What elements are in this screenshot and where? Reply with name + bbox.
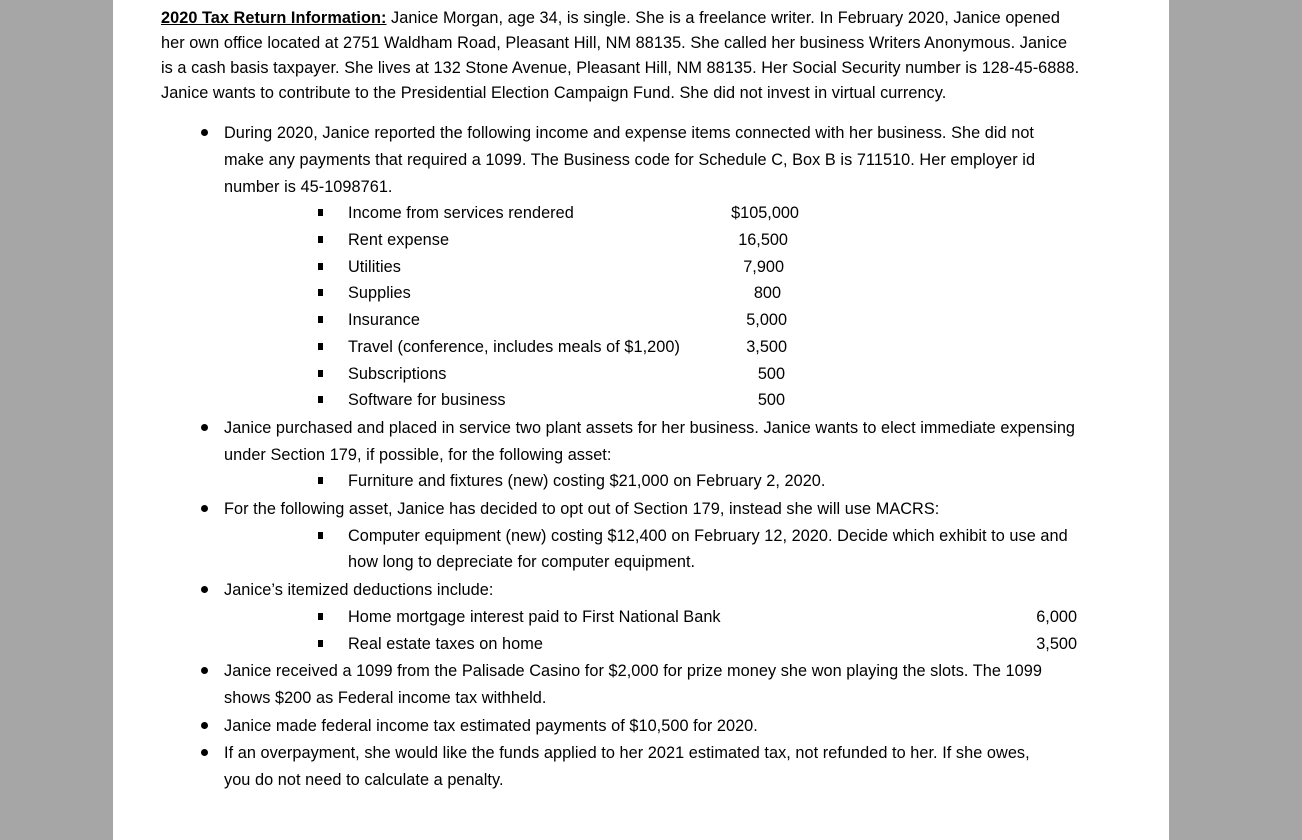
expense-item-label: Insurance [348,311,420,329]
bullet-dot [201,586,208,593]
intro-heading: 2020 Tax Return Information: [161,9,387,27]
expense-item-label: Subscriptions [348,365,447,383]
bullet1-line-2: make any payments that required a 1099. The Business code for Schedule C, Box B is 711510. Her employer id [224,151,1036,169]
expense-item-label: Supplies [348,284,411,302]
expense-item-amount: 3,500 [746,338,787,356]
bullet1-line-1: During 2020, Janice reported the following income and expense items connected with her business. She did not [224,124,1035,142]
sub-bullet-square [318,209,323,216]
deduction-item-amount: 6,000 [1036,608,1077,626]
bullet7-line-1: If an overpayment, she would like the funds applied to her 2021 estimated tax, not refunded to her. If she owes, [224,744,1030,762]
intro-line-2: her own office located at 2751 Waldham Road, Pleasant Hill, NM 88135. She called her business Writers Anonymous. Janice [161,34,1068,52]
sub-bullet-square [318,289,323,296]
intro-line-3: is a cash basis taxpayer. She lives at 132 Stone Avenue, Pleasant Hill, NM 88135. Her Social Security number is 128-45-6888. [161,59,1080,77]
bullet4-line-1: Janice’s itemized deductions include: [224,581,494,599]
expense-item-amount: 500 [757,365,785,383]
deduction-item-label: Home mortgage interest paid to First National Bank [348,608,721,626]
sub-bullet-square [318,613,323,620]
intro-text-1: Janice Morgan, age 34, is single. She is a freelance writer. In February 2020, Janice opened [391,9,1060,27]
bullet1-line-3: number is 45-1098761. [224,178,393,196]
intro-line-4: Janice wants to contribute to the Presidential Election Campaign Fund. She did not invest in virtual currency. [161,84,947,102]
bullet3-line-1: For the following asset, Janice has decided to opt out of Section 179, instead she will use MACRS: [224,500,940,518]
bullet2-line-1: Janice purchased and placed in service two plant assets for her business. Janice wants to elect immediate expensing [224,419,1076,437]
expense-item-label: Utilities [348,258,401,276]
sub-bullet-square [318,316,323,323]
expense-item-amount: 7,900 [743,258,784,276]
deduction-item-label: Real estate taxes on home [348,635,543,653]
bullet2-line-2: under Section 179, if possible, for the following asset: [224,446,612,464]
bullet3-sub-1-line-2: how long to depreciate for computer equipment. [348,553,696,571]
expense-item-label: Rent expense [348,231,450,249]
sub-bullet-square [318,236,323,243]
expense-item-amount: 5,000 [746,311,787,329]
bullet6-line-1: Janice made federal income tax estimated payments of $10,500 for 2020. [224,717,758,735]
sub-bullet-square [318,343,323,350]
deduction-item-amount: 3,500 [1036,635,1077,653]
expense-item-label: Travel (conference, includes meals of $1,200) [348,338,680,356]
bullet5-line-2: shows $200 as Federal income tax withheld. [224,689,547,707]
bullet2-sub-1: Furniture and fixtures (new) costing $21,000 on February 2, 2020. [348,472,826,490]
sub-bullet-square [318,396,323,403]
sub-bullet-square [318,477,323,484]
expense-item-amount: 800 [753,284,781,302]
expense-item-label: Software for business [348,391,506,409]
income-item-amount: $105,000 [731,204,799,222]
expense-item-amount: 16,500 [738,231,788,249]
income-item-label: Income from services rendered [348,204,574,222]
bullet-dot [201,667,208,674]
sub-bullet-square [318,532,323,539]
intro-line-1 [161,8,1060,28]
sub-bullet-square [318,263,323,270]
bullet-dot [201,749,208,756]
bullet3-sub-1-line-1: Computer equipment (new) costing $12,400 on February 12, 2020. Decide which exhibit to use and [348,527,1068,545]
bullet7-line-2: you do not need to calculate a penalty. [224,771,504,789]
bullet-dot [201,505,208,512]
bullet-dot [201,722,208,729]
sub-bullet-square [318,370,323,377]
expense-item-amount: 500 [757,391,785,409]
sub-bullet-square [318,640,323,647]
bullet-dot [201,424,208,431]
bullet-dot [201,129,208,136]
bullet5-line-1: Janice received a 1099 from the Palisade Casino for $2,000 for prize money she won playing the slots. The 1099 [224,662,1042,680]
